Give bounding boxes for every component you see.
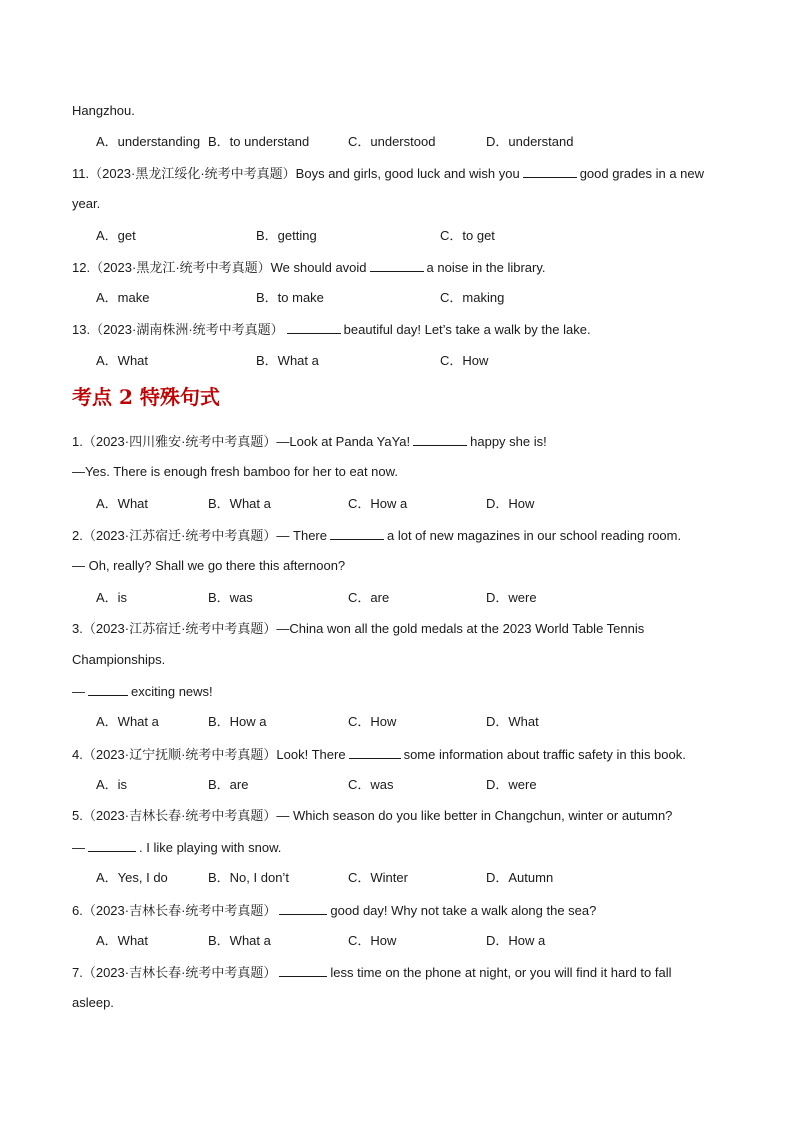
option-c[interactable]: C．How bbox=[348, 714, 397, 729]
answer-blank[interactable] bbox=[413, 432, 467, 446]
option-c[interactable]: C．making bbox=[440, 290, 505, 305]
option-b[interactable]: B．What a bbox=[256, 353, 319, 368]
question-text-line: Hangzhou. bbox=[72, 103, 135, 118]
option-a[interactable]: A．What bbox=[96, 353, 149, 368]
question-text-line: 2.（2023·江苏宿迁·统考中考真题）— There a lot of new magazines in our school reading room. bbox=[72, 528, 682, 543]
question-text-line: —Yes. There is enough fresh bamboo for her to eat now. bbox=[72, 464, 398, 479]
option-a[interactable]: A．Yes, I do bbox=[96, 870, 168, 885]
option-a[interactable]: A．understanding bbox=[96, 134, 201, 149]
question-text-line: 6.（2023·吉林长春·统考中考真题） good day! Why not take a walk along the sea? bbox=[72, 903, 597, 918]
option-d[interactable]: D．How a bbox=[486, 933, 546, 948]
option-d[interactable]: D．were bbox=[486, 590, 537, 605]
question-text-line: year. bbox=[72, 196, 101, 211]
answer-blank[interactable] bbox=[330, 526, 384, 540]
option-b[interactable]: B．What a bbox=[208, 933, 271, 948]
option-b[interactable]: B．getting bbox=[256, 228, 317, 243]
question-text-line: 11.（2023·黑龙江绥化·统考中考真题）Boys and girls, good luck and wish you good grades in a new bbox=[72, 166, 705, 181]
question-text-line: 4.（2023·辽宁抚顺·统考中考真题）Look! There some information about traffic safety in this book. bbox=[72, 747, 686, 762]
section-heading: 考点 2 特殊句式 bbox=[72, 385, 220, 409]
option-c[interactable]: C．How bbox=[440, 353, 489, 368]
option-b[interactable]: B．How a bbox=[208, 714, 267, 729]
answer-blank[interactable] bbox=[279, 901, 327, 915]
question-text-line: 3.（2023·江苏宿迁·统考中考真题）—China won all the gold medals at the 2023 World Table Tennis bbox=[72, 621, 645, 636]
option-a[interactable]: A．get bbox=[96, 228, 136, 243]
option-c[interactable]: C．How bbox=[348, 933, 397, 948]
question-text-line: 5.（2023·吉林长春·统考中考真题）— Which season do you like better in Changchun, winter or autumn? bbox=[72, 808, 673, 823]
answer-blank[interactable] bbox=[88, 838, 136, 852]
option-c[interactable]: C．are bbox=[348, 590, 390, 605]
question-text-line: Championships. bbox=[72, 652, 166, 667]
question-text-line: 12.（2023·黑龙江·统考中考真题）We should avoid a noise in the library. bbox=[72, 260, 546, 275]
option-d[interactable]: D．Autumn bbox=[486, 870, 554, 885]
option-b[interactable]: B．are bbox=[208, 777, 249, 792]
option-a[interactable]: A．What bbox=[96, 496, 149, 511]
answer-blank[interactable] bbox=[370, 258, 424, 272]
option-c[interactable]: C．was bbox=[348, 777, 394, 792]
option-c[interactable]: C．to get bbox=[440, 228, 495, 243]
question-text-line: asleep. bbox=[72, 995, 114, 1010]
question-text-line: — . I like playing with snow. bbox=[72, 840, 282, 855]
option-b[interactable]: B．to understand bbox=[208, 134, 310, 149]
answer-blank[interactable] bbox=[349, 745, 401, 759]
option-d[interactable]: D．understand bbox=[486, 134, 574, 149]
option-d[interactable]: D．were bbox=[486, 777, 537, 792]
answer-blank[interactable] bbox=[279, 963, 327, 977]
option-c[interactable]: C．How a bbox=[348, 496, 408, 511]
option-a[interactable]: A．What a bbox=[96, 714, 159, 729]
option-d[interactable]: D．What bbox=[486, 714, 539, 729]
option-c[interactable]: C．understood bbox=[348, 134, 436, 149]
question-text-line: — Oh, really? Shall we go there this afternoon? bbox=[72, 558, 346, 573]
question-text-line: 13.（2023·湖南株洲·统考中考真题） beautiful day! Let’s take a walk by the lake. bbox=[72, 322, 591, 337]
answer-blank[interactable] bbox=[287, 320, 341, 334]
option-b[interactable]: B．No, I don’t bbox=[208, 870, 289, 885]
option-a[interactable]: A．is bbox=[96, 777, 128, 792]
option-a[interactable]: A．What bbox=[96, 933, 149, 948]
question-text-line: 1.（2023·四川雅安·统考中考真题）—Look at Panda YaYa! happy she is! bbox=[72, 434, 547, 449]
option-b[interactable]: B．was bbox=[208, 590, 253, 605]
answer-blank[interactable] bbox=[523, 164, 577, 178]
option-a[interactable]: A．make bbox=[96, 290, 150, 305]
question-text-line: — exciting news! bbox=[72, 684, 213, 699]
answer-blank[interactable] bbox=[88, 682, 128, 696]
option-c[interactable]: C．Winter bbox=[348, 870, 408, 885]
option-d[interactable]: D．How bbox=[486, 496, 535, 511]
option-a[interactable]: A．is bbox=[96, 590, 128, 605]
option-b[interactable]: B．to make bbox=[256, 290, 324, 305]
question-text-line: 7.（2023·吉林长春·统考中考真题） less time on the phone at night, or you will find it hard to fall bbox=[72, 965, 672, 980]
option-b[interactable]: B．What a bbox=[208, 496, 271, 511]
